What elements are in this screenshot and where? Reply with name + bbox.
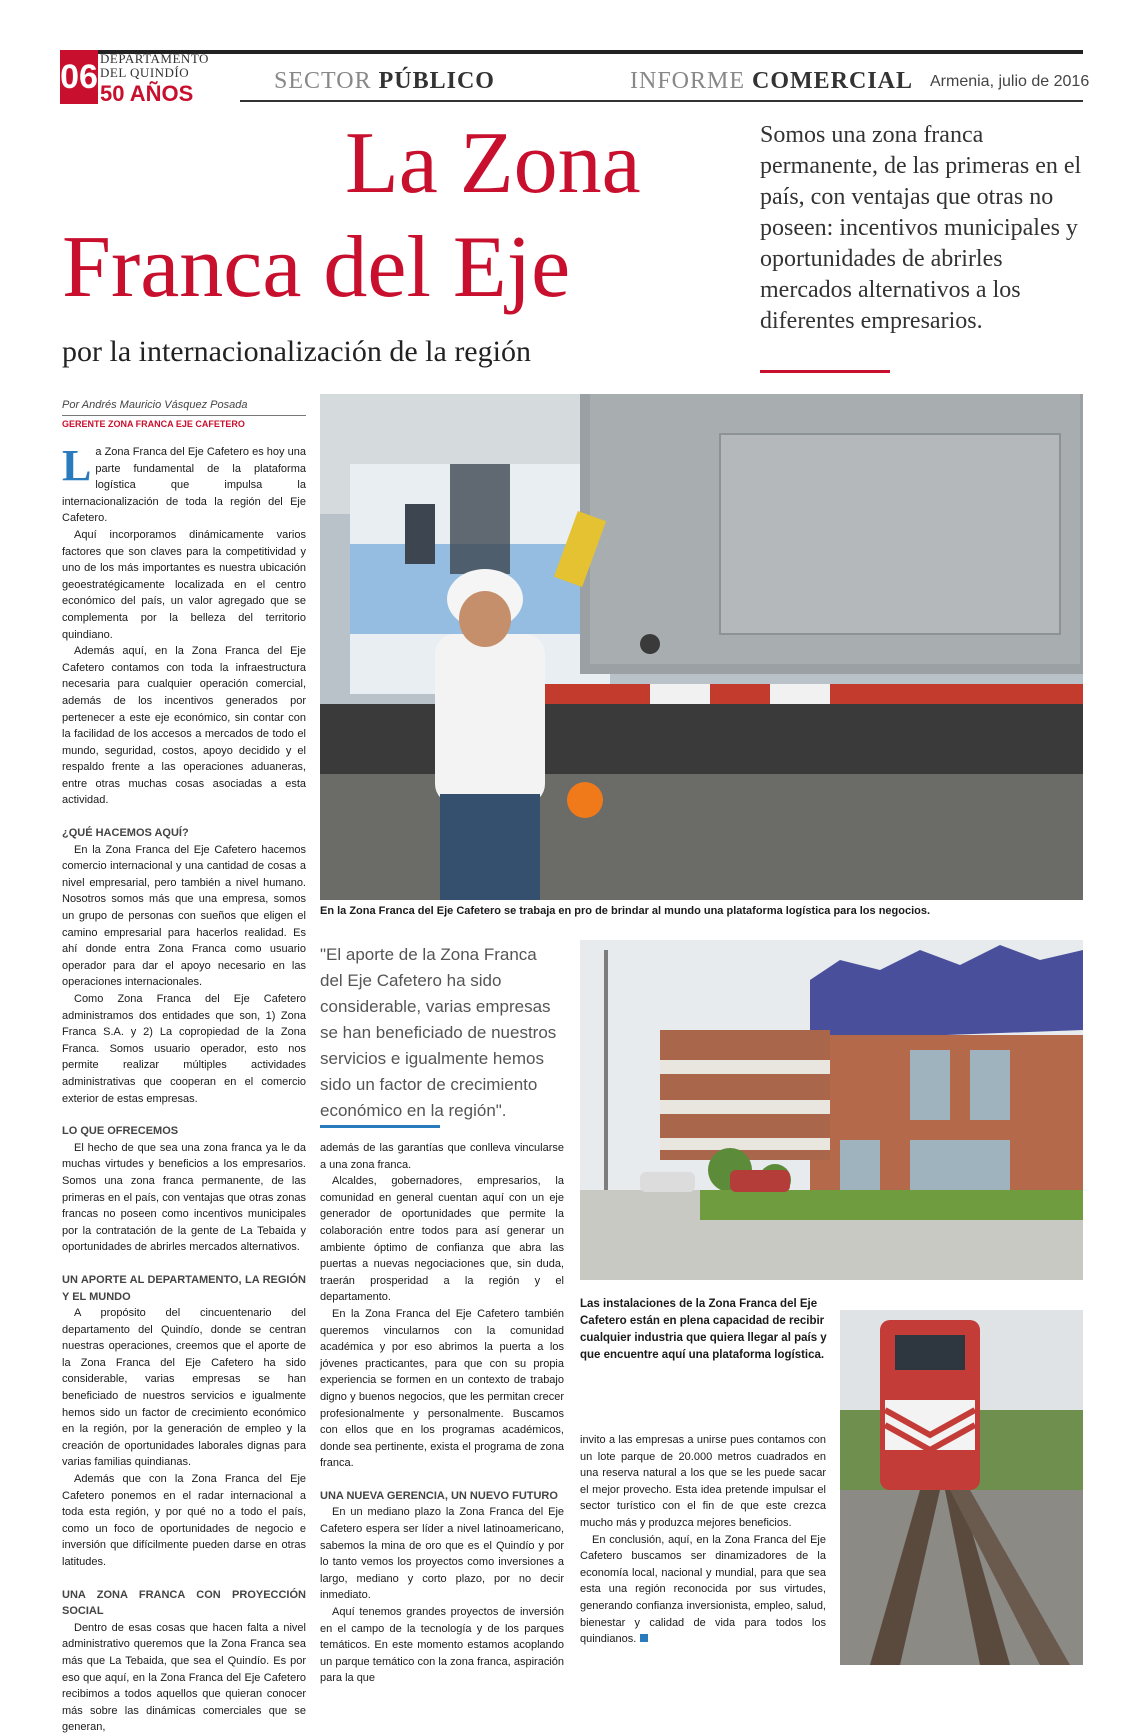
department-label [100, 52, 209, 80]
paragraph: además de las garantías que conlleva vincularse a una zona franca. [320, 1142, 564, 1171]
photo-caption: Las instalaciones de la Zona Franca del Eje Cafetero están en plena capacidad de recibir cualquier industria que quiera llegar al país y que encuentre aquí una plataforma logística. [580, 1298, 827, 1361]
paragraph-text: En conclusión, aquí, en la Zona Franca del Eje Cafetero buscamos ser dinamizadores de la economía local, nacional y mundial, para que sea esta una región reconocida por sus virtudes, generando confianza inversionista, empleo, salud, bienestar y calidad de vida para todos los quindianos. [580, 1533, 826, 1646]
paragraph-text: a Zona Franca del Eje Cafetero es hoy una parte fundamental de la plataforma logística que impulsa la internacionalización de toda la región del Eje Cafetero. [62, 446, 306, 525]
report-label [630, 66, 913, 96]
headline-subtitle: por la internacionalización de la región [62, 335, 531, 368]
paragraph: En un mediano plazo la Zona Franca del Eje Cafetero espera ser líder a nivel latinoamericano, sabemos la mina de oro que es el Quindío y por lo tanto vemos los proyectos como inversiones a largo, mediano y corto plazo, por no decir inmediato. [320, 1506, 564, 1602]
paragraph: Alcaldes, gobernadores, empresarios, la comunidad en general cuentan aquí con un eje generador de oportunidades que permite la colaboración entre todos para así generar un ambiente óptimo de confianza que abra las puertas a nuevas negociaciones que, sin duda, traerán prosperidad a la región y el departamento. [320, 1175, 564, 1304]
headline-line2: Franca del Eje [62, 219, 571, 316]
report-light: INFORME [630, 68, 746, 94]
paragraph: En la Zona Franca del Eje Cafetero hacemos comercio internacional y una cantidad de cosas a nivel empresarial, pero también a nivel humano. Nosotros somos más que una empresa, somos un grupo de personas con sueños que eligen el camino empresarial para hacerlos realidad. Es ahí donde entra Zona Franca como usuario operador para dar el apoyo necesario en las operaciones internacionales. [62, 843, 306, 989]
drop-cap: L [62, 441, 92, 490]
department-line2: DEL QUINDÍO [100, 65, 190, 80]
byline-role: GERENTE ZONA FRANCA EJE CAFETERO [62, 419, 245, 429]
section-label [274, 66, 495, 96]
paragraph: El hecho de que sea una zona franca ya le da muchas virtudes y beneficios a los empresarios. Somos una zona franca permanente, de las primeras en el país, con ventajas que otras zonas francas no poseen como incentivos municipales por la contratación de la gente de La Tebaida y oportunidades de abrirles mercados alternativos. [62, 1141, 306, 1254]
anniversary-label: 50 AÑOS [100, 81, 194, 106]
headline-line1: La Zona [345, 115, 641, 212]
paragraph [580, 1532, 826, 1648]
section-heading: LO QUE OFRECEMOS [62, 1125, 179, 1138]
paragraph [62, 441, 306, 527]
article-column-1 [62, 441, 306, 1734]
section-heading: UNA NUEVA GERENCIA, UN NUEVO FUTURO [320, 1489, 558, 1502]
report-bold: COMERCIAL [752, 68, 914, 94]
section-heading: UN APORTE AL DEPARTAMENTO, LA REGIÓN Y EL MUNDO [62, 1273, 306, 1303]
photo-locomotive [840, 1310, 1083, 1665]
section-heading: ¿QUÉ HACEMOS AQUÍ? [62, 827, 189, 840]
photo-caption: En la Zona Franca del Eje Cafetero se trabaja en pro de brindar al mundo una plataforma logística para los negocios. [320, 905, 931, 917]
photo-buildings-image [580, 940, 1083, 1280]
photo-locomotive-image [840, 1310, 1083, 1665]
department-line1: DEPARTAMENTO [100, 51, 209, 66]
section-light: SECTOR [274, 68, 372, 94]
paragraph: Dentro de esas cosas que hacen falta a nivel administrativo queremos que la Zona Franca sea más que La Tebaida, que sea el Quindío. Es por eso que aquí, en la Zona Franca del Eje Cafetero recibimos a todos aquellos que quieran conocer más sobre las dinámicas comerciales que se generan, [62, 1621, 306, 1734]
paragraph: invito a las empresas a unirse pues contamos con un lote parque de 20.000 metros cuadrados en una reserva natural a los que se les puede sacar el mejor provecho. Esta idea pretende impulsar el sector turístico con el fin de que este crezca mucho más y produzca mejores beneficios. [580, 1434, 826, 1529]
paragraph: A propósito del cincuentenario del departamento del Quindío, donde se centran nuestras operaciones, creemos que el aporte de la Zona Franca del Eje Cafetero ha sido considerable, varias empresas se han beneficiado de nuestros servicios e igualmente hemos sido un factor de crecimiento económico en la región, por la generación de empleo y la creación de oportunidades laborales dignas para varias familias quindianas. [62, 1307, 306, 1469]
article-column-3 [580, 1432, 826, 1682]
deck-text: Somos una zona franca permanente, de las primeras en el país, con ventajas que otras no poseen: incentivos municipales y oportunidades de abrirles mercados alternativos a los diferentes empresarios. [760, 122, 1082, 334]
quote-rule [320, 1125, 440, 1128]
header-rule [98, 50, 1083, 54]
paragraph: Aquí incorporamos dinámicamente varios factores que son claves para la competitividad y uno de los más importantes es nuestra ubicación geoestratégicamente localizada en el centro económico del país, un valor agregado que se complementa por la belleza del territorio quindiano. [62, 528, 306, 641]
paragraph: Además que con la Zona Franca del Eje Cafetero ponemos en el radar internacional a toda esta región, y por qué no a todo el país, como un foco de oportunidades de negocio e inversión que difícilmente pueden darse en otras latitudes. [62, 1473, 306, 1568]
paragraph: En la Zona Franca del Eje Cafetero también queremos vincularnos con la comunidad académica y por eso abrimos la puerta a los jóvenes practicantes, para que con su propia experiencia se formen en un contexto de trabajo digno y buenos negocios, que les permitan crecer profesionalmente y personalmente. Buscamos con ellos que en los programas académicos, donde sea pertinente, exista el programa de zona franca. [320, 1307, 564, 1470]
section-heading: UNA ZONA FRANCA CON PROYECCIÓN SOCIAL [62, 1588, 306, 1618]
photo-buildings [580, 940, 1083, 1280]
paragraph: Aquí tenemos grandes proyectos de inversión en el campo de la tecnología y de los parques temáticos. En este momento estamos acoplando un parque temático con la zona franca, aspiración para la que [320, 1606, 564, 1685]
photo-worker-container [320, 394, 1083, 900]
issue-date: Armenia, julio de 2016 [930, 73, 1090, 90]
header-underline [240, 100, 1083, 102]
paragraph: Como Zona Franca del Eje Cafetero administramos dos entidades que son, 1) Zona Franca S.A. y 2) La copropiedad de la Zona Franca. Somos usuario operador, esto nos permite realizar múltiples actividades administrativas que cooperan en el comercio exterior de estas empresas. [62, 993, 306, 1105]
pull-quote: "El aporte de la Zona Franca del Eje Cafetero ha sido considerable, varias empresas se han beneficiado de nuestros servicios e igualmente hemos sido un factor de crecimiento económico en la región". [320, 945, 557, 1120]
page-number: 06 [60, 50, 98, 104]
byline-author: Por Andrés Mauricio Vásquez Posada [62, 398, 306, 416]
deck-rule [760, 370, 890, 373]
article-column-2 [320, 1140, 564, 1685]
section-bold: PÚBLICO [378, 68, 495, 94]
photo-worker-container-image [320, 394, 1083, 900]
end-mark [640, 1634, 648, 1642]
paragraph: Además aquí, en la Zona Franca del Eje Cafetero contamos con toda la infraestructura necesaria para cualquier operación comercial, además de los incentivos generados por pertenecer a este eje económico, sin contar con la facilidad de los accesos a mercados de todo el mundo, seguridad, costos, apoyo decidido y el respaldo frente a las operaciones aduaneras, entre otras muchas cosas asociadas a esta actividad. [62, 645, 306, 807]
